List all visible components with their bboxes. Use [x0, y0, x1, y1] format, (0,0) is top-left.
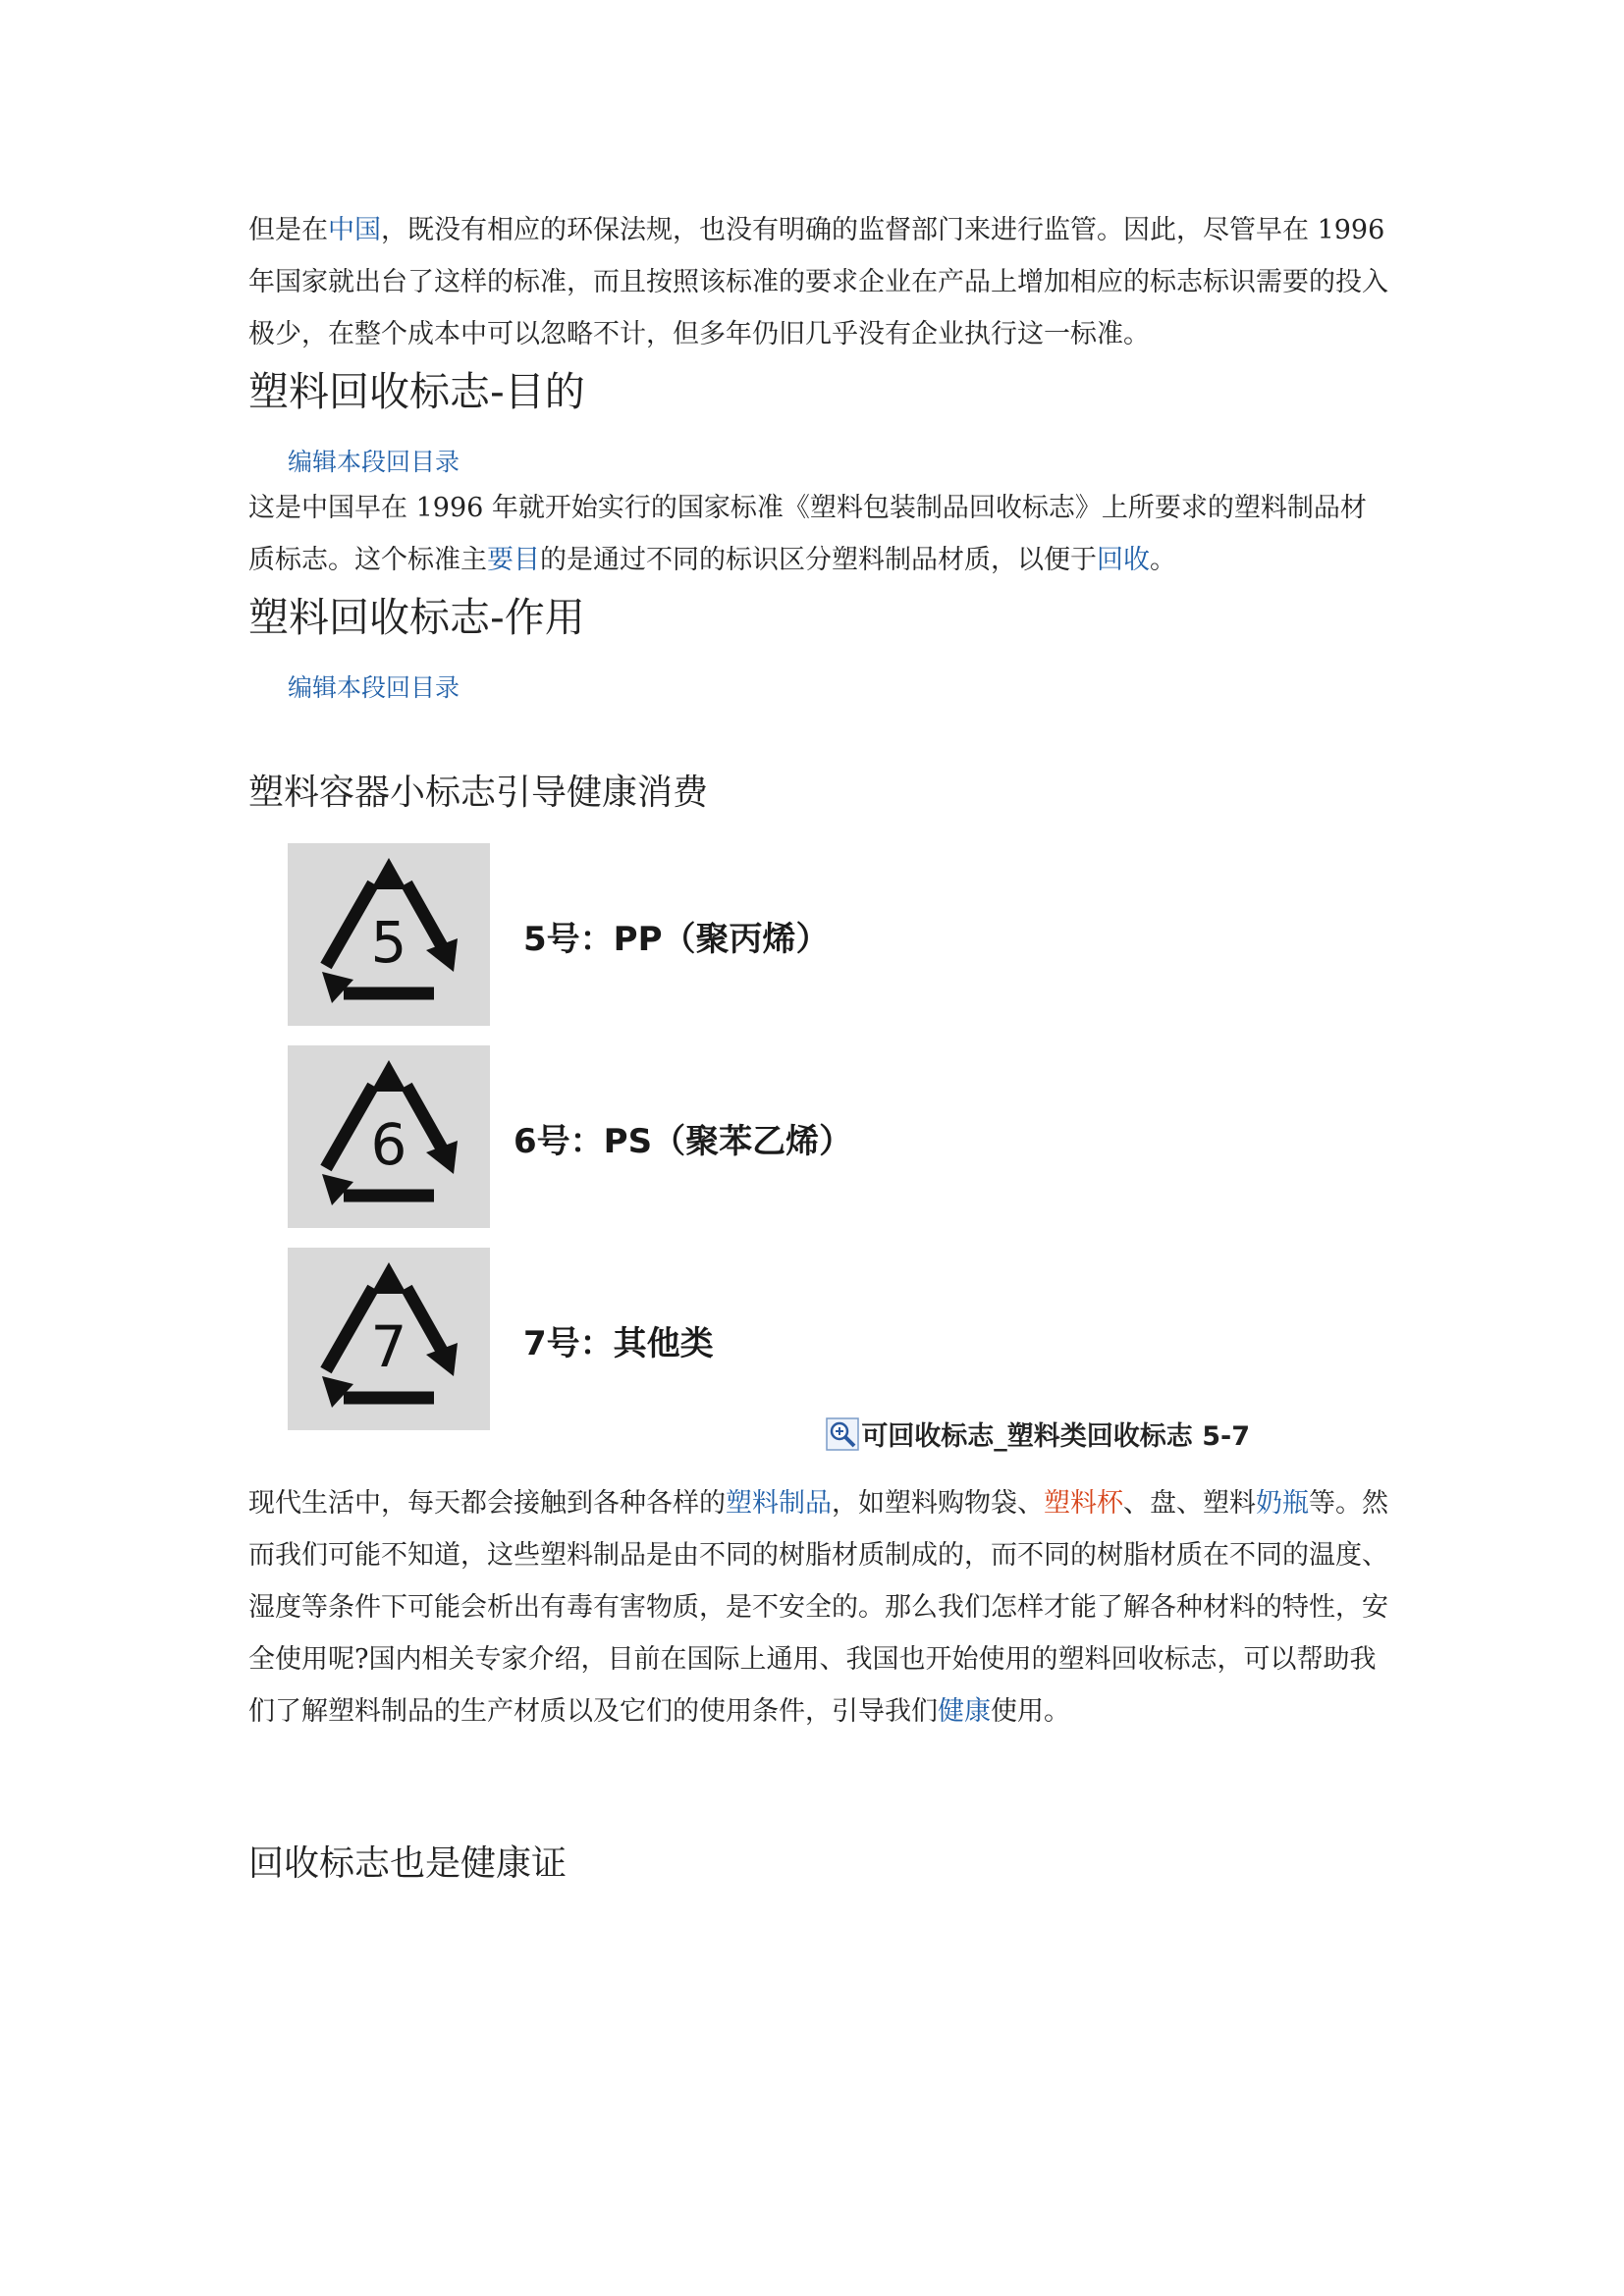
- purpose-text-1: 这是中国早在 1996 年就开始实行的国家标准《塑料包装制品回收标志》上所要求的塑料制品材质标志。这个标准主: [248, 493, 1367, 575]
- purpose-text-2: 的是通过不同的标识区分塑料制品材质，以便于: [540, 545, 1097, 575]
- body-text-3: 、盘、塑料: [1123, 1488, 1256, 1519]
- zoom-in-icon[interactable]: [826, 1417, 859, 1451]
- sign-row-5: [288, 843, 1073, 1026]
- body-text-1: 现代生活中，每天都会接触到各种各样的: [248, 1488, 726, 1519]
- sign-row-7: [288, 1248, 1073, 1430]
- recycle-triangle-icon: [304, 1058, 473, 1215]
- recycling-signs-figure: [248, 843, 1328, 1471]
- body-paragraph: [248, 1477, 1392, 1737]
- link-recycle[interactable]: 回收: [1097, 545, 1150, 575]
- body-text-4: 等。然而我们可能不知道，这些塑料制品是由不同的树脂材质制成的，而不同的树脂材质在不同的温度、湿度等条件下可能会析出有毒有害物质，是不安全的。那么我们怎样才能了解各种材料的特性，安全使用呢?国内相关专家介绍，目前在国际上通用、我国也开始使用的塑料回收标志，可以帮助我们了解塑料制品的生产材质以及它们的使用条件，引导我们: [248, 1488, 1388, 1727]
- sign-label-5: 5号：PP（聚丙烯）: [523, 920, 830, 959]
- recycle-sign-7: [288, 1248, 490, 1430]
- document-page: [248, 204, 1392, 1889]
- intro-text-2: ，既没有相应的环保法规，也没有明确的监督部门来进行监管。因此，尽管早在 1996 年国家就出台了这样的标准，而且按照该标准的要求企业在产品上增加相应的标志标识需要的投入极少，在整个成本中可以忽略不计，但多年仍旧几乎没有企业执行这一标准。: [248, 215, 1388, 349]
- subsection-title-cert: 回收标志也是健康证: [248, 1843, 568, 1884]
- sign-number-7: 7: [370, 1313, 407, 1380]
- link-health[interactable]: 健康: [938, 1696, 991, 1727]
- sign-number-6: 6: [370, 1111, 407, 1178]
- edit-section-link-function[interactable]: 编辑本段回目录: [288, 673, 460, 702]
- intro-paragraph: [248, 204, 1392, 360]
- sign-label-6: 6号：PS（聚苯乙烯）: [514, 1122, 853, 1161]
- recycle-triangle-icon: [304, 1260, 473, 1417]
- recycle-sign-5: [288, 843, 490, 1026]
- recycle-sign-6: [288, 1045, 490, 1228]
- link-plastic-products[interactable]: 塑料制品: [726, 1488, 832, 1519]
- link-china[interactable]: 中国: [328, 215, 381, 245]
- figure-caption-text: 可回收标志_塑料类回收标志 5-7: [861, 1421, 1250, 1452]
- subsection-title-health: 塑料容器小标志引导健康消费: [248, 773, 709, 813]
- figure-caption: [826, 1415, 1250, 1453]
- link-yaomu[interactable]: 要目: [487, 545, 540, 575]
- sign-row-6: [288, 1045, 1073, 1228]
- sign-number-5: 5: [370, 909, 407, 976]
- section-title-function: 塑料回收标志-作用: [248, 594, 585, 641]
- link-plastic-cup[interactable]: 塑料杯: [1044, 1488, 1123, 1519]
- intro-text-1: 但是在: [248, 215, 328, 245]
- body-text-5: 使用。: [991, 1696, 1070, 1727]
- purpose-paragraph: [248, 482, 1392, 586]
- section-title-purpose: 塑料回收标志-目的: [248, 368, 585, 415]
- purpose-text-3: 。: [1150, 545, 1176, 575]
- recycle-triangle-icon: [304, 856, 473, 1013]
- edit-section-link-purpose[interactable]: 编辑本段回目录: [288, 448, 460, 476]
- sign-label-7: 7号：其他类: [523, 1324, 714, 1363]
- body-text-2: ，如塑料购物袋、: [832, 1488, 1044, 1519]
- link-baby-bottle[interactable]: 奶瓶: [1256, 1488, 1309, 1519]
